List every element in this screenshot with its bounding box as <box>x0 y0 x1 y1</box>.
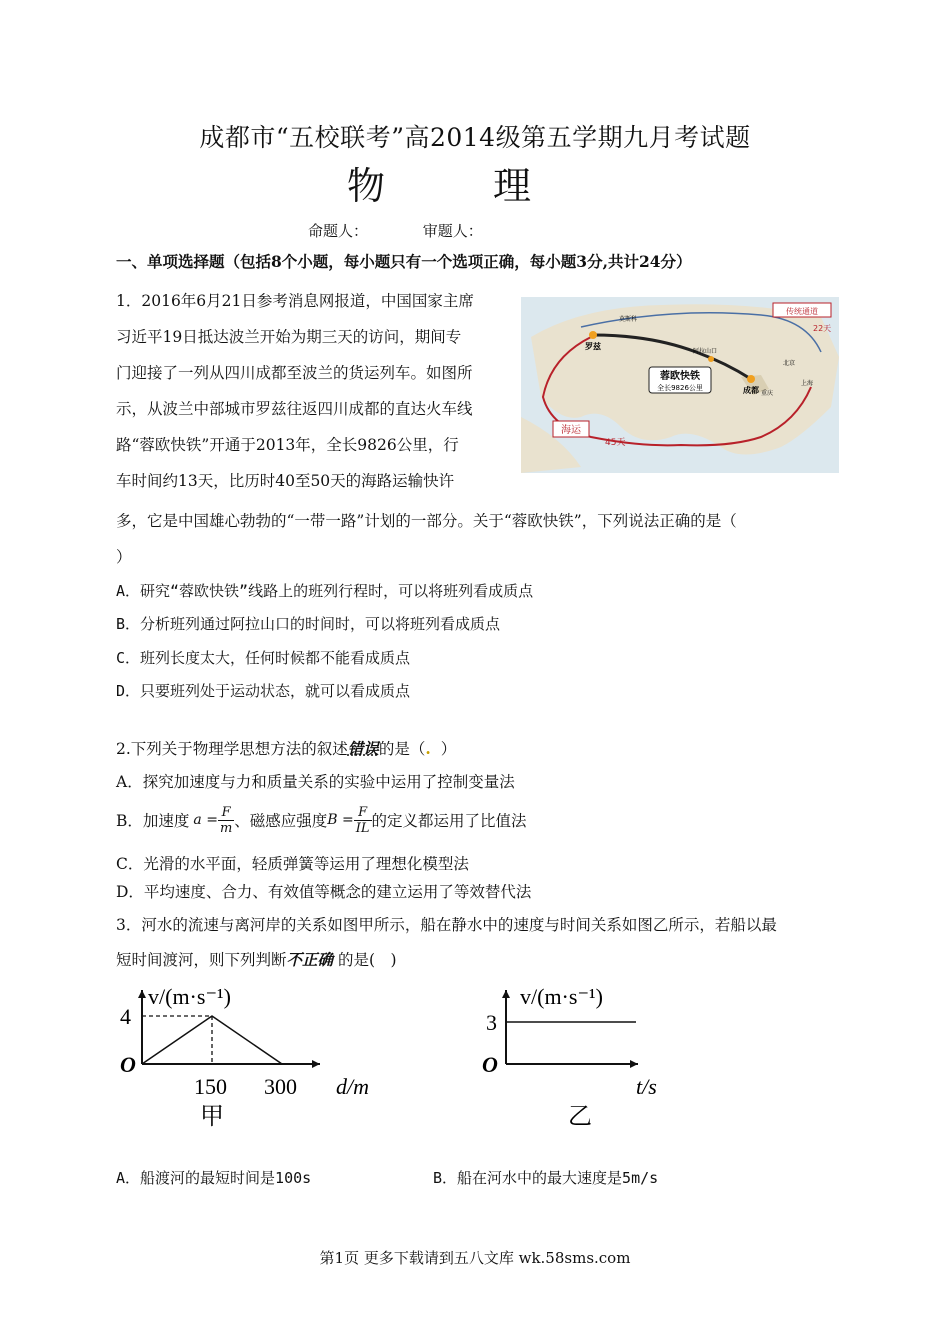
chart-jia <box>110 980 400 1135</box>
chongqing-label: 重庆 <box>761 390 774 397</box>
yi-y-arrow <box>502 990 510 998</box>
q2-optb-pre: B．加速度 <box>116 812 190 830</box>
q1-stem <box>116 283 516 499</box>
jia-x-tick-label: 150 <box>194 1074 227 1099</box>
subject-title <box>0 155 950 210</box>
q2-stem-close: ） <box>440 740 457 758</box>
route-label: 蓉欧快铁 <box>660 371 700 382</box>
q2-option-d: D．平均速度、合力、有效值等概念的建立运用了等效替代法 <box>116 883 532 901</box>
q1-line-full: 多，它是中国雄心勃勃的“一带一路”计划的一部分。关于“蓉欧快铁”，下列说法正确的是（ <box>116 512 737 530</box>
jia-x-tick-label: 300 <box>264 1074 297 1099</box>
chengdu-marker <box>747 375 755 383</box>
jia-y-tick-label: 4 <box>120 1004 131 1029</box>
q2-option-c: C．光滑的水平面，轻质弹簧等运用了理想化模型法 <box>116 855 469 873</box>
q1-line: 习近平19日抵达波兰开始为期三天的访问，期间专 <box>116 328 462 346</box>
jia-y-label: v/(m·s⁻¹) <box>148 984 231 1009</box>
chart-yi <box>478 980 678 1135</box>
author-line <box>308 220 533 241</box>
frac-denominator: IL <box>355 820 370 836</box>
q2-optb-mid: 、磁感应强度 <box>234 812 328 830</box>
jia-x-arrow <box>312 1060 320 1068</box>
q1-option-a: A．研究“蓉欧快铁”线路上的班列行程时，可以将班列看成质点 <box>116 582 534 600</box>
alashankou-label: 阿拉山口 <box>693 348 718 355</box>
q1-line: 示，从波兰中部城市罗兹往返四川成都的直达火车线 <box>116 400 473 418</box>
q1-line: 车时间约13天，比历时40至50天的海路运输快许 <box>116 472 455 490</box>
q1-option-b: B．分析班列通过阿拉山口的时间时，可以将班列看成质点 <box>116 615 501 633</box>
section-heading: 一、单项选择题（包括8个小题，每小题只有一个选项正确，每小题3分,共计24分） <box>116 252 692 271</box>
q1-line: 1．2016年6月21日参考消息网报道，中国国家主席 <box>116 292 474 310</box>
q2-optb-post: 的定义都运用了比值法 <box>371 812 527 830</box>
q2-stem-post: 的是（ <box>378 740 426 758</box>
q2-stem-dot: . <box>425 739 431 758</box>
lodz-label: 罗兹 <box>585 342 601 351</box>
q3-option-b: B．船在河水中的最大速度是5m/s <box>433 1169 659 1187</box>
q3-stem-pre: 短时间渡河，则下列判断 <box>116 951 287 969</box>
q1-line: 路“蓉欧快铁”开通于2013年，全长9826公里，行 <box>116 436 459 454</box>
reviewer-label: 审题人： <box>422 222 483 240</box>
q1-route-map <box>521 297 839 473</box>
q3-stem-line2 <box>116 948 397 970</box>
jia-x-label: d/m <box>336 1074 369 1099</box>
q2-stem <box>116 737 456 759</box>
moscow-label: 莫斯科 <box>619 316 638 323</box>
jia-title: 甲 <box>200 1102 224 1130</box>
jia-origin-label: O <box>120 1052 136 1077</box>
q2-optb-a: a = <box>193 812 218 828</box>
q2-stem-emphasis: 错误 <box>347 739 379 758</box>
q1-line-close: ） <box>116 548 132 566</box>
route-map-svg <box>521 297 839 473</box>
traditional-days-label: 22天 <box>813 324 832 333</box>
q3-stem-post: 的是( ) <box>333 951 397 969</box>
frac-denominator: m <box>219 820 233 836</box>
author-label: 命题人： <box>308 222 369 240</box>
beijing-label: 北京 <box>783 360 796 367</box>
frac-numerator: F <box>218 805 234 821</box>
q3-stem-emphasis: 不正确 <box>286 950 334 969</box>
yi-title: 乙 <box>568 1102 592 1130</box>
frac-numerator: F <box>354 805 372 821</box>
yi-y-tick-label: 3 <box>486 1010 497 1035</box>
q2-option-a: A．探究加速度与力和质量关系的实验中运用了控制变量法 <box>116 773 515 791</box>
sea-label: 海运 <box>561 425 581 436</box>
yi-origin-label: O <box>482 1052 498 1077</box>
q1-line: 门迎接了一列从四川成都至波兰的货运列车。如图所 <box>116 364 473 382</box>
yi-y-label: v/(m·s⁻¹) <box>520 984 603 1009</box>
page-footer: 第1页 更多下载请到五八文库 wk.58sms.com <box>319 1249 631 1267</box>
yi-x-label: t/s <box>636 1074 657 1099</box>
q1-option-c: C．班列长度太大，任何时候都不能看成质点 <box>116 649 411 667</box>
q3-option-a: A．船渡河的最短时间是100s <box>116 1169 312 1187</box>
lodz-marker <box>589 331 597 339</box>
chengdu-label: 成都 <box>743 386 759 395</box>
fraction-f-over-m <box>218 805 234 836</box>
fraction-f-over-il <box>354 805 372 836</box>
shanghai-label: 上海 <box>801 380 814 387</box>
yi-x-arrow <box>630 1060 638 1068</box>
sea-days-label: 45天 <box>605 438 626 448</box>
subject-text: 物 理 <box>346 164 580 208</box>
exam-title: 成都市“五校联考”高2014级第五学期九月考试题 <box>199 123 751 152</box>
q2-stem-pre: 2.下列关于物理学思想方法的叙述 <box>116 740 348 758</box>
traditional-label: 传统通道 <box>786 307 818 316</box>
q2-optb-b: B = <box>327 812 354 828</box>
jia-y-arrow <box>138 990 146 998</box>
alashankou-marker <box>708 356 714 362</box>
q3-stem-line1: 3．河水的流速与离河岸的关系如图甲所示，船在静水中的速度与时间关系如图乙所示，若船以最 <box>116 916 777 934</box>
q2-option-b <box>116 800 527 840</box>
q1-option-d: D．只要班列处于运动状态，就可以看成质点 <box>116 682 411 700</box>
route-length-label: 全长9826公里 <box>657 384 703 392</box>
